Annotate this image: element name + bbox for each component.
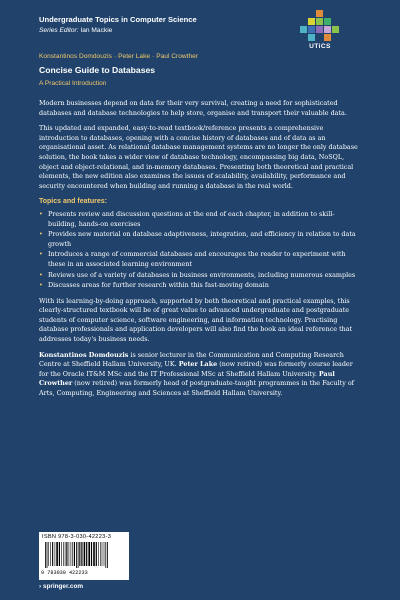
- bio-text: (now retired) was formerly course leader for the Oracle IT&M MSc and the IT Professional MSc at Sheffield Hallam University.: [39, 360, 353, 378]
- barcode-bar: [72, 542, 73, 566]
- list-item: [39, 271, 363, 281]
- isbn-text: ISBN 978-3-030-42223-3: [42, 534, 112, 540]
- barcode-bar: [88, 542, 90, 566]
- barcode-bar: [81, 542, 82, 566]
- series-editor: [39, 27, 112, 34]
- barcode-bar: [69, 542, 70, 566]
- series-editor-name: Ian Mackie: [80, 27, 113, 34]
- logo-tile: [316, 10, 323, 17]
- utics-logo-text: UTiCS: [309, 43, 331, 50]
- barcode-bar: [76, 542, 77, 568]
- barcode-bar: [66, 542, 67, 566]
- logo-tile: [324, 34, 331, 41]
- barcode-bar: [104, 542, 105, 566]
- barcode-bar: [61, 542, 62, 566]
- author-name: Konstantinos Domdouzis: [39, 53, 112, 60]
- barcode-bar: [107, 542, 108, 568]
- feature-text: Presents review and discussion questions at the end of each chapter, in addition to skill-building, hands-on exercises: [48, 209, 335, 228]
- bio-author-name: Paul Crowther: [39, 369, 335, 388]
- barcode-bar: [96, 542, 97, 566]
- barcode-bar: [102, 542, 103, 566]
- logo-tile: [308, 26, 315, 33]
- topics-heading: Topics and features:: [39, 198, 107, 206]
- logo-tile: [308, 18, 315, 25]
- list-item: [39, 250, 363, 269]
- bio-author-name: Peter Lake: [178, 360, 218, 369]
- feature-text: Reviews use of a variety of databases in business environments, including numerous examples: [48, 270, 356, 279]
- feature-text: Introduces a range of commercial databases and encourages the reader to experiment with these in an associated learning environment: [48, 250, 346, 268]
- bio-text: (now retired) was formerly head of postgraduate-taught programmes in the Faculty of Arts, Computing, Engineering and Sciences at Sheffield Hallam University.: [39, 379, 355, 398]
- features-list: [39, 210, 363, 291]
- barcode-bar: [47, 542, 48, 568]
- springer-website: › springer.com: [39, 583, 84, 590]
- barcode-bar: [100, 542, 101, 566]
- bullet-icon: •: [39, 281, 43, 290]
- bullet-icon: •: [39, 209, 43, 218]
- bullet-icon: •: [39, 270, 43, 279]
- isbn-barcode-box: [39, 532, 129, 580]
- cover-header: [0, 0, 400, 98]
- logo-tile: [324, 26, 331, 33]
- list-item: [39, 230, 363, 249]
- barcode-bar: [63, 542, 64, 566]
- barcode-bar: [59, 542, 60, 566]
- bio-text: is senior lecturer in the Communication and Computing Research Centre at Sheffield Hallam University, UK.: [39, 350, 344, 369]
- barcode-bar: [52, 542, 53, 566]
- author-list: [39, 53, 198, 60]
- barcode-bar: [93, 542, 95, 566]
- author-bio-paragraph: [39, 351, 363, 399]
- cover-body: [39, 99, 363, 405]
- barcode-bar: [79, 542, 80, 566]
- series-editor-label: Series Editor:: [39, 27, 79, 34]
- list-item: [39, 210, 363, 229]
- barcode-bar: [98, 542, 99, 566]
- barcode-bar: [78, 542, 79, 568]
- barcode-icon: [45, 542, 125, 568]
- bullet-icon: •: [39, 250, 43, 259]
- author-name: Peter Lake: [118, 53, 151, 60]
- barcode-bar: [56, 542, 58, 566]
- book-title: Concise Guide to Databases: [39, 65, 156, 75]
- author-separator: ·: [113, 53, 117, 60]
- book-subtitle: A Practical Introduction: [39, 80, 107, 87]
- feature-text: Discusses areas for further research within this fast-moving domain: [48, 281, 269, 290]
- barcode-bar: [71, 542, 72, 566]
- list-item: [39, 281, 363, 291]
- barcode-bar: [105, 542, 106, 568]
- intro-paragraph: Modern businesses depend on data for their very survival, creating a need for sophisticated databases and database technologies to help store, organise and transport their valuable data.: [39, 99, 347, 117]
- barcode-bar: [65, 542, 66, 566]
- feature-text: Provides new material on database adaptiveness, integration, and efficiency in relation to data growth: [48, 230, 356, 248]
- barcode-bar: [50, 542, 51, 566]
- logo-tile: [300, 26, 307, 33]
- description-paragraph: This updated and expanded, easy-to-read textbook/reference presents a comprehensive introduction to databases, opening with a concise history of databases and of data as an organisational asset. As relational database management systems are no longer the only database solution, the book takes a wider view of database technology, encompassing big data, NoSQL, object and object-relational, and in-memory databases. Presenting both theoretical and practical elements, the new edition also examines the issues of scalability, availability, performance and security encountered when building and running a database in the real world.: [39, 124, 358, 190]
- logo-tile: [332, 26, 339, 33]
- barcode-bar: [86, 542, 87, 566]
- bio-author-name: Konstantinos Domdouzis: [39, 350, 129, 359]
- author-name: Paul Crowther: [156, 53, 199, 60]
- logo-tile: [308, 34, 315, 41]
- barcode-bar: [48, 542, 49, 566]
- audience-paragraph: With its learning-by-doing approach, supported by both theoretical and practical examples, this clearly-structured textbook will be of great value to advanced undergraduate and postgraduate students of computer science, software engineering, and information technology. Practising database professionals and application developers will also find the book an ideal reference that addresses today's business needs.: [39, 296, 353, 344]
- logo-tile: [316, 18, 323, 25]
- author-separator: ·: [152, 53, 155, 60]
- barcode-bar: [45, 542, 46, 568]
- series-title: Undergraduate Topics in Computer Science: [39, 15, 197, 24]
- logo-tile: [316, 26, 323, 33]
- logo-tile: [324, 18, 331, 25]
- bullet-icon: •: [39, 230, 43, 239]
- barcode-bar: [55, 542, 56, 566]
- barcode-bar: [84, 542, 86, 566]
- barcode-bar: [91, 542, 92, 566]
- barcode-bar: [74, 542, 75, 566]
- barcode-digits: 9 783030 422233: [41, 570, 88, 576]
